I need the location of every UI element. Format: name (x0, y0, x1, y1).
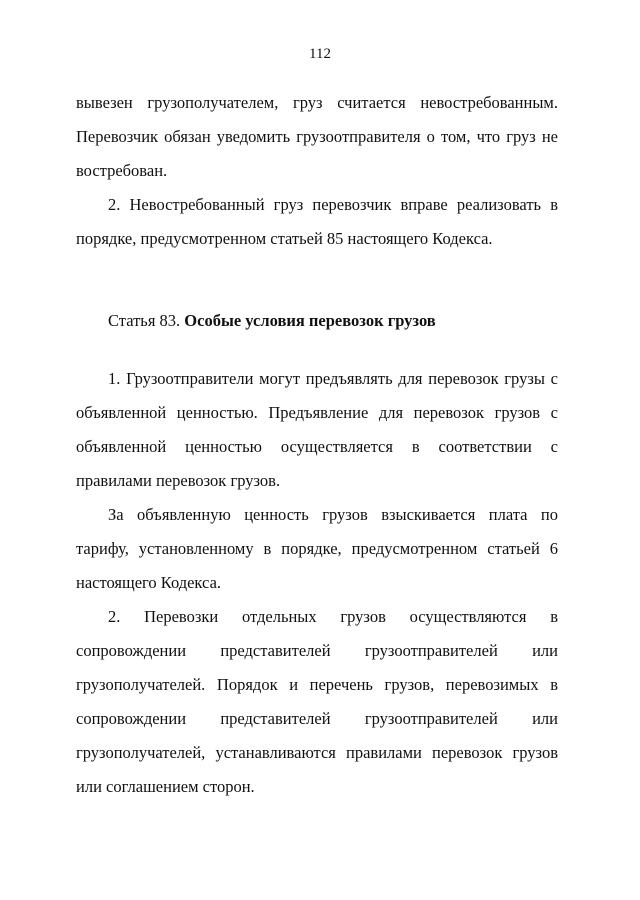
paragraph-continuation: Перевозчик обязан уведомить грузоотправителя о том, что груз не востребован. (76, 127, 558, 180)
paragraph-escorted-cargo: 2. Перевозки отдельных грузов осуществляются в сопровождении представителей грузоотправителей или грузополучателей. Порядок и перечень грузов, перевозимых в сопровождении представителей грузоотправителей или грузополучателей, устанавливаются правилами перевозок грузов или соглашением сторон. (76, 607, 558, 796)
paragraph-uncollected-cargo: 2. Невостребованный груз перевозчик вправе реализовать в порядке, предусмотренном статьей 85 настоящего Кодекса. (76, 195, 558, 248)
page-number: 112 (309, 46, 331, 62)
article-heading (76, 304, 558, 338)
article-title: Особые условия перевозок грузов (184, 311, 436, 330)
paragraph-declared-value: 1. Грузоотправители могут предъявлять для перевозок грузы с объявленной ценностью. Предъявление для перевозок грузов с объявленной ценностью осуществляется в соответствии с правилами перевозок грузов. (76, 369, 558, 490)
paragraph-continuation-line: вывезен грузополучателем, груз считается невостребованным. (76, 93, 558, 112)
document-body (76, 86, 558, 804)
paragraph-declared-value-fee: За объявленную ценность грузов взыскивается плата по тарифу, установленному в порядке, предусмотренном статьей 6 настоящего Кодекса. (76, 505, 558, 592)
article-label: Статья 83. (108, 311, 181, 330)
